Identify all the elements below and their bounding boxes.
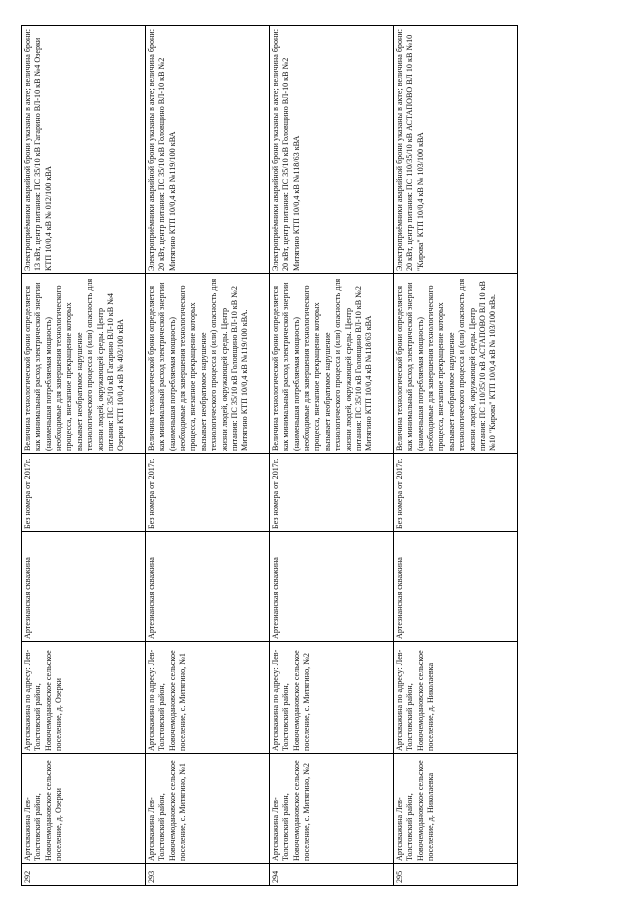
row-number: 294 [270,864,394,886]
tech-reserve-cell: Величина технологической брони определяется как минимальный расход электрической энергии (наименьшая потребляемая мощность) необходимые для завершения технологического процесса, внезапное прекращение которых вызывает необратимое нарушение технологического процесса и (или) опасность для жизни людей, окружающей среды. Центр питания: ПС 35/10 кВ Головщино ВЛ-10 кВ №2 Митягино КТП 10/0,4 кВ №118/63 кВА [270,274,394,454]
object-name-cell: Артскважина Лев-Толстовский район, Новочемодановское сельское поселение, д. Озерки [22,754,146,864]
emergency-reserve-cell: Электроприёмники аварийной брони указаны в акте; величина брони: 20 кВт, центр питания: ПС 35/10 кВ Головщино ВЛ-10 кВ №2 Митягино КТП 10/0,4 кВ №118/63 кВА [270,26,394,274]
object-type-cell: Артезианская скважина [394,532,518,642]
tech-reserve-cell: Величина технологической брони определяется как минимальный расход электрической энергии (наименьшая потребляемая мощность) необходимые для завершения технологического процесса, внезапное прекращение которых вызывает необратимое нарушение технологического процесса и (или) опасность для жизни людей, окружающей среды. Центр питания: ПС 35/10 кВ Головщино ВЛ-10 кВ №2 Митягино КТП 10/0,4 кВ №119/100 кВА. [146,274,270,454]
address-cell: Артскважина по адресу: Лев-Толстовский район, Новочемодановское сельское поселение, д. Николаевка [394,642,518,754]
object-type-cell: Артезианская скважина [146,532,270,642]
object-type-cell: Артезианская скважина [22,532,146,642]
document-cell: Без номера от 2017г. [270,454,394,532]
row-number: 292 [22,864,146,886]
document-cell: Без номера от 2017г. [22,454,146,532]
tech-reserve-cell: Величина технологической брони определяется как минимальный расход электрической энергии (наименьшая потребляемая мощность) необходимые для завершения технологического процесса, внезапное прекращение которых вызывает необратимое нарушение технологического процесса и (или) опасность для жизни людей, окружающей среды. Центр питания: ПС 110/35/10 кВ АСТАПОВО ВЛ 10 кВ №10 "Кирова" КТП 10/0,4 кВ № 103/100 кВа. [394,274,518,454]
table-row [394,26,518,886]
table-row [146,26,270,886]
address-cell: Артскважина по адресу: Лев-Толстовский район, Новочемодановское сельское поселение, с. Митягино, №1 [146,642,270,754]
emergency-reserve-cell: Электроприёмники аварийной брони указаны в акте; величина брони: 20 кВт, центр питания: ПС 110/35/10 кВ АСТАПОВО ВЛ 10 кВ №10 "Кирова" КТП 10/0,4 кВ № 103/100 кВА [394,26,518,274]
emergency-reserve-cell: Электроприёмники аварийной брони указаны в акте; величина брони: 20 кВт, центр питания: ПС 35/10 кВ Головщино ВЛ-10 кВ №2 Митягино КТП 10/0,4 кВ №119/100 кВА [146,26,270,274]
object-name-cell: Артскважина Лев-Толстовский район, Новочемодановское сельское поселение, д. Николаевка [394,754,518,864]
table-row [270,26,394,886]
document-cell: Без номера от 2017г. [394,454,518,532]
emergency-reserve-cell: Электроприёмники аварийной брони указаны в акте; величина брони: 13 кВт, центр питания: ПС 35/10 кВ Гагарино ВЛ-10 кВ №4 Озерки КТП 10/0,4 кВ № 012/100 кВА [22,26,146,274]
document-cell: Без номера от 2017г. [146,454,270,532]
address-cell: Артскважина по адресу: Лев-Толстовский район, Новочемодановское сельское поселение, с. Митягино, №2 [270,642,394,754]
object-type-cell: Артезианская скважина [270,532,394,642]
tech-reserve-cell: Величина технологической брони определяется как минимальный расход электрической энергии (наименьшая потребляемая мощность) необходимые для завершения технологического процесса, внезапное прекращение которых вызывает необратимое нарушение технологического процесса и (или) опасность для жизни людей, окружающей среды. Центр питания: ПС 35/10 кВ Гагарино ВЛ-10 кВ №4 Озерки КТП 10/0,4 кВ № 403/100 кВА [22,274,146,454]
table-row [22,26,146,886]
object-name-cell: Артскважина Лев-Толстовский район, Новочемодановское сельское поселение, с. Митягино, №2 [270,754,394,864]
rotated-table-wrapper [21,26,517,886]
row-number: 293 [146,864,270,886]
address-cell: Артскважина по адресу: Лев-Толстовский район, Новочемодановское сельское поселение, д. Озерки [22,642,146,754]
reserve-table [21,25,518,886]
row-number: 295 [394,864,518,886]
object-name-cell: Артскважина Лев-Толстовский район, Новочемодановское сельское поселение, с. Митягино, №1 [146,754,270,864]
